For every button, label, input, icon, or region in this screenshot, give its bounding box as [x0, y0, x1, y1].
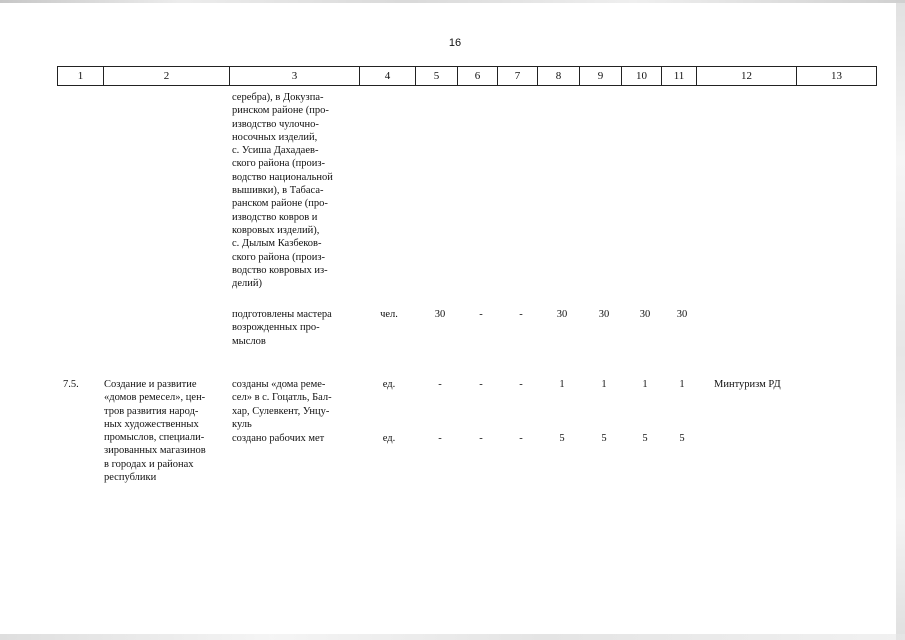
indicator-masters-col9: 30	[598, 309, 610, 320]
indicator-masters-description	[232, 308, 360, 348]
indicator-houses-col5: -	[438, 379, 442, 390]
continuation-line: изводство ковров и	[232, 211, 318, 223]
indicator-jobs-col9: 5	[601, 433, 607, 444]
header-col-2: 2	[104, 67, 230, 86]
header-col-3: 3	[230, 67, 360, 86]
header-col-6: 6	[458, 67, 498, 86]
continuation-line: ранском районе (про-	[232, 198, 328, 210]
indicator-line: возрожденных про-	[232, 322, 320, 334]
header-col-12: 12	[697, 67, 797, 86]
indicator-houses-col7: -	[519, 379, 523, 390]
responsible-executor: Минтуризм РД	[714, 379, 781, 390]
continuation-line: серебра), в Докузпа-	[232, 92, 324, 103]
item-title-line: промыслов, специали-	[104, 432, 205, 444]
continuation-line: ского района (произ-	[232, 251, 325, 263]
continuation-line: ского района (произ-	[232, 158, 325, 170]
header-col-11: 11	[662, 67, 697, 86]
item-title-line: ных художественных	[104, 418, 199, 430]
item-title-line: «домов ремесел», цен-	[104, 392, 206, 404]
item-title-line: республики	[104, 472, 157, 484]
indicator-masters-col7: -	[519, 309, 523, 320]
continuation-description	[232, 91, 360, 290]
indicator-houses-description	[232, 378, 360, 431]
continuation-line: с. Усиша Дахадаев-	[232, 145, 319, 157]
continuation-line: ринском районе (про-	[232, 105, 329, 117]
indicator-jobs-description	[232, 432, 360, 445]
item-title-line: Создание и развитие	[104, 379, 197, 390]
indicator-houses-col8: 1	[559, 379, 565, 390]
indicator-houses-col11: 1	[679, 379, 685, 390]
item-number: 7.5.	[63, 379, 79, 390]
indicator-jobs-col10: 5	[642, 433, 648, 444]
indicator-masters-col5: 30	[434, 309, 446, 320]
indicator-jobs-col7: -	[519, 433, 523, 444]
header-row	[58, 67, 877, 86]
indicator-masters-col10: 30	[639, 309, 651, 320]
header-col-1: 1	[58, 67, 104, 86]
indicator-line: подготовлены мастера	[232, 309, 332, 320]
indicator-jobs-col6: -	[479, 433, 483, 444]
indicator-line: сел» в с. Гоцатль, Бал-	[232, 392, 332, 404]
indicator-houses-col6: -	[479, 379, 483, 390]
scan-edge-top	[0, 0, 905, 3]
indicator-line: мыслов	[232, 335, 266, 347]
indicator-houses-col10: 1	[642, 379, 648, 390]
header-col-8: 8	[538, 67, 580, 86]
indicator-jobs-col8: 5	[559, 433, 565, 444]
indicator-jobs-col5: -	[438, 433, 442, 444]
indicator-jobs-unit: ед.	[382, 433, 396, 444]
continuation-line: делий)	[232, 278, 262, 290]
indicator-jobs-col11: 5	[679, 433, 685, 444]
indicator-line: создано рабочих мет	[232, 433, 325, 444]
indicator-houses-unit: ед.	[382, 379, 396, 390]
indicator-masters-col8: 30	[556, 309, 568, 320]
item-title-line: в городах и районах	[104, 458, 194, 470]
page-number: 16	[448, 37, 462, 49]
item-title-line: зированных магазинов	[104, 445, 206, 457]
continuation-line: водство национальной	[232, 171, 333, 183]
header-col-13: 13	[797, 67, 877, 86]
header-col-5: 5	[416, 67, 458, 86]
indicator-line: созданы «дома реме-	[232, 379, 326, 390]
header-col-4: 4	[360, 67, 416, 86]
indicator-houses-col9: 1	[601, 379, 607, 390]
item-title	[104, 378, 224, 484]
header-col-7: 7	[498, 67, 538, 86]
indicator-line: куль	[232, 418, 252, 430]
continuation-line: с. Дылым Казбеков-	[232, 238, 322, 250]
continuation-line: изводство чулочно-	[232, 118, 319, 130]
indicator-masters-col6: -	[479, 309, 483, 320]
item-title-line: тров развития народ-	[104, 405, 199, 417]
continuation-line: ковровых изделий),	[232, 224, 320, 236]
indicator-line: хар, Сулевкент, Унцу-	[232, 405, 330, 417]
header-col-10: 10	[622, 67, 662, 86]
scan-edge-bottom	[0, 634, 905, 640]
column-number-header	[57, 66, 877, 86]
continuation-line: носочных изделий,	[232, 131, 318, 143]
indicator-masters-col11: 30	[676, 309, 688, 320]
scan-edge-right	[896, 0, 905, 640]
continuation-line: вышивки), в Табаса-	[232, 185, 324, 197]
indicator-masters-unit: чел.	[380, 309, 398, 320]
header-col-9: 9	[580, 67, 622, 86]
continuation-line: водство ковровых из-	[232, 264, 328, 276]
